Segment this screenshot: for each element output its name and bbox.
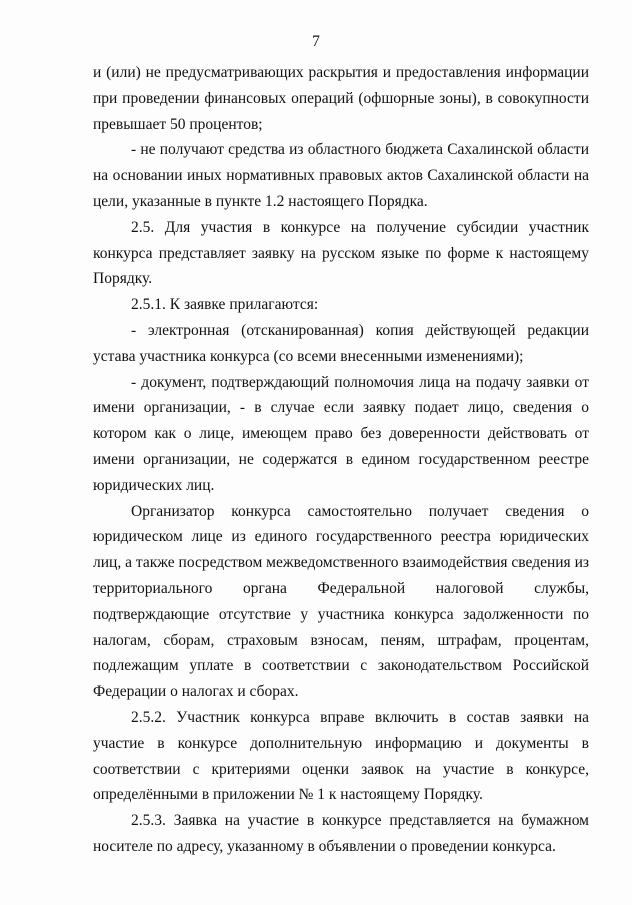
paragraph-offshore-continuation: и (или) не предусматривающих раскрытия и предоставления информации при проведении финансовых операций (офшорные зоны), в совокупности превышает 50 процентов;: [93, 64, 589, 133]
paragraph-no-budget-funds: - не получают средства из областного бюджета Сахалинской области на основании иных нормативных правовых актов Сахалинской области на цели, указанные в пункте 1.2 настоящего Порядка.: [93, 141, 589, 210]
paragraph-2-5: 2.5. Для участия в конкурсе на получение субсидии участник конкурса представляет заявку на русском языке по форме к настоящему Порядку.: [93, 218, 589, 288]
paragraph-authority-document: - документ, подтверждающий полномочия лица на подачу заявки от имени организации, - в случае если заявку подает лицо, сведения о котором как о лице, имеющем право без доверенности действовать от имени организации, не содержатся в едином государственном реестре юридических лиц.: [93, 373, 589, 494]
page-number: 7: [312, 33, 320, 50]
paragraph-2-5-2: 2.5.2. Участник конкурса вправе включить в состав заявки на участие в конкурсе дополнительную информацию и документы в соответствии с критериями оценки заявок на участие в конкурсе, определёнными в приложении № 1 к настоящему Порядку.: [93, 708, 589, 804]
paragraph-2-5-3: 2.5.3. Заявка на участие в конкурсе представляется на бумажном носителе по адресу, указанному в объявлении о проведении конкурса.: [93, 812, 589, 855]
paragraph-organizer-obtains: Организатор конкурса самостоятельно получает сведения о юридическом лице из единого государственного реестра юридических лиц, а также посредством межведомственного взаимодействия сведения из территориального органа Федеральной налоговой службы, подтверждающие отсутствие у участника конкурса задолженности по налогам, сборам, страховым взносам, пеням, штрафам, процентам, подлежащим уплате в соответствии с законодательством Российской Федерации о налогах и сборах.: [93, 502, 589, 701]
document-body: [93, 60, 589, 860]
paragraph-2-5-1: 2.5.1. К заявке прилагаются:: [131, 296, 319, 314]
paragraph-charter-copy: - электронная (отсканированная) копия действующей редакции устава участника конкурса (со всеми внесенными изменениями);: [93, 321, 589, 365]
